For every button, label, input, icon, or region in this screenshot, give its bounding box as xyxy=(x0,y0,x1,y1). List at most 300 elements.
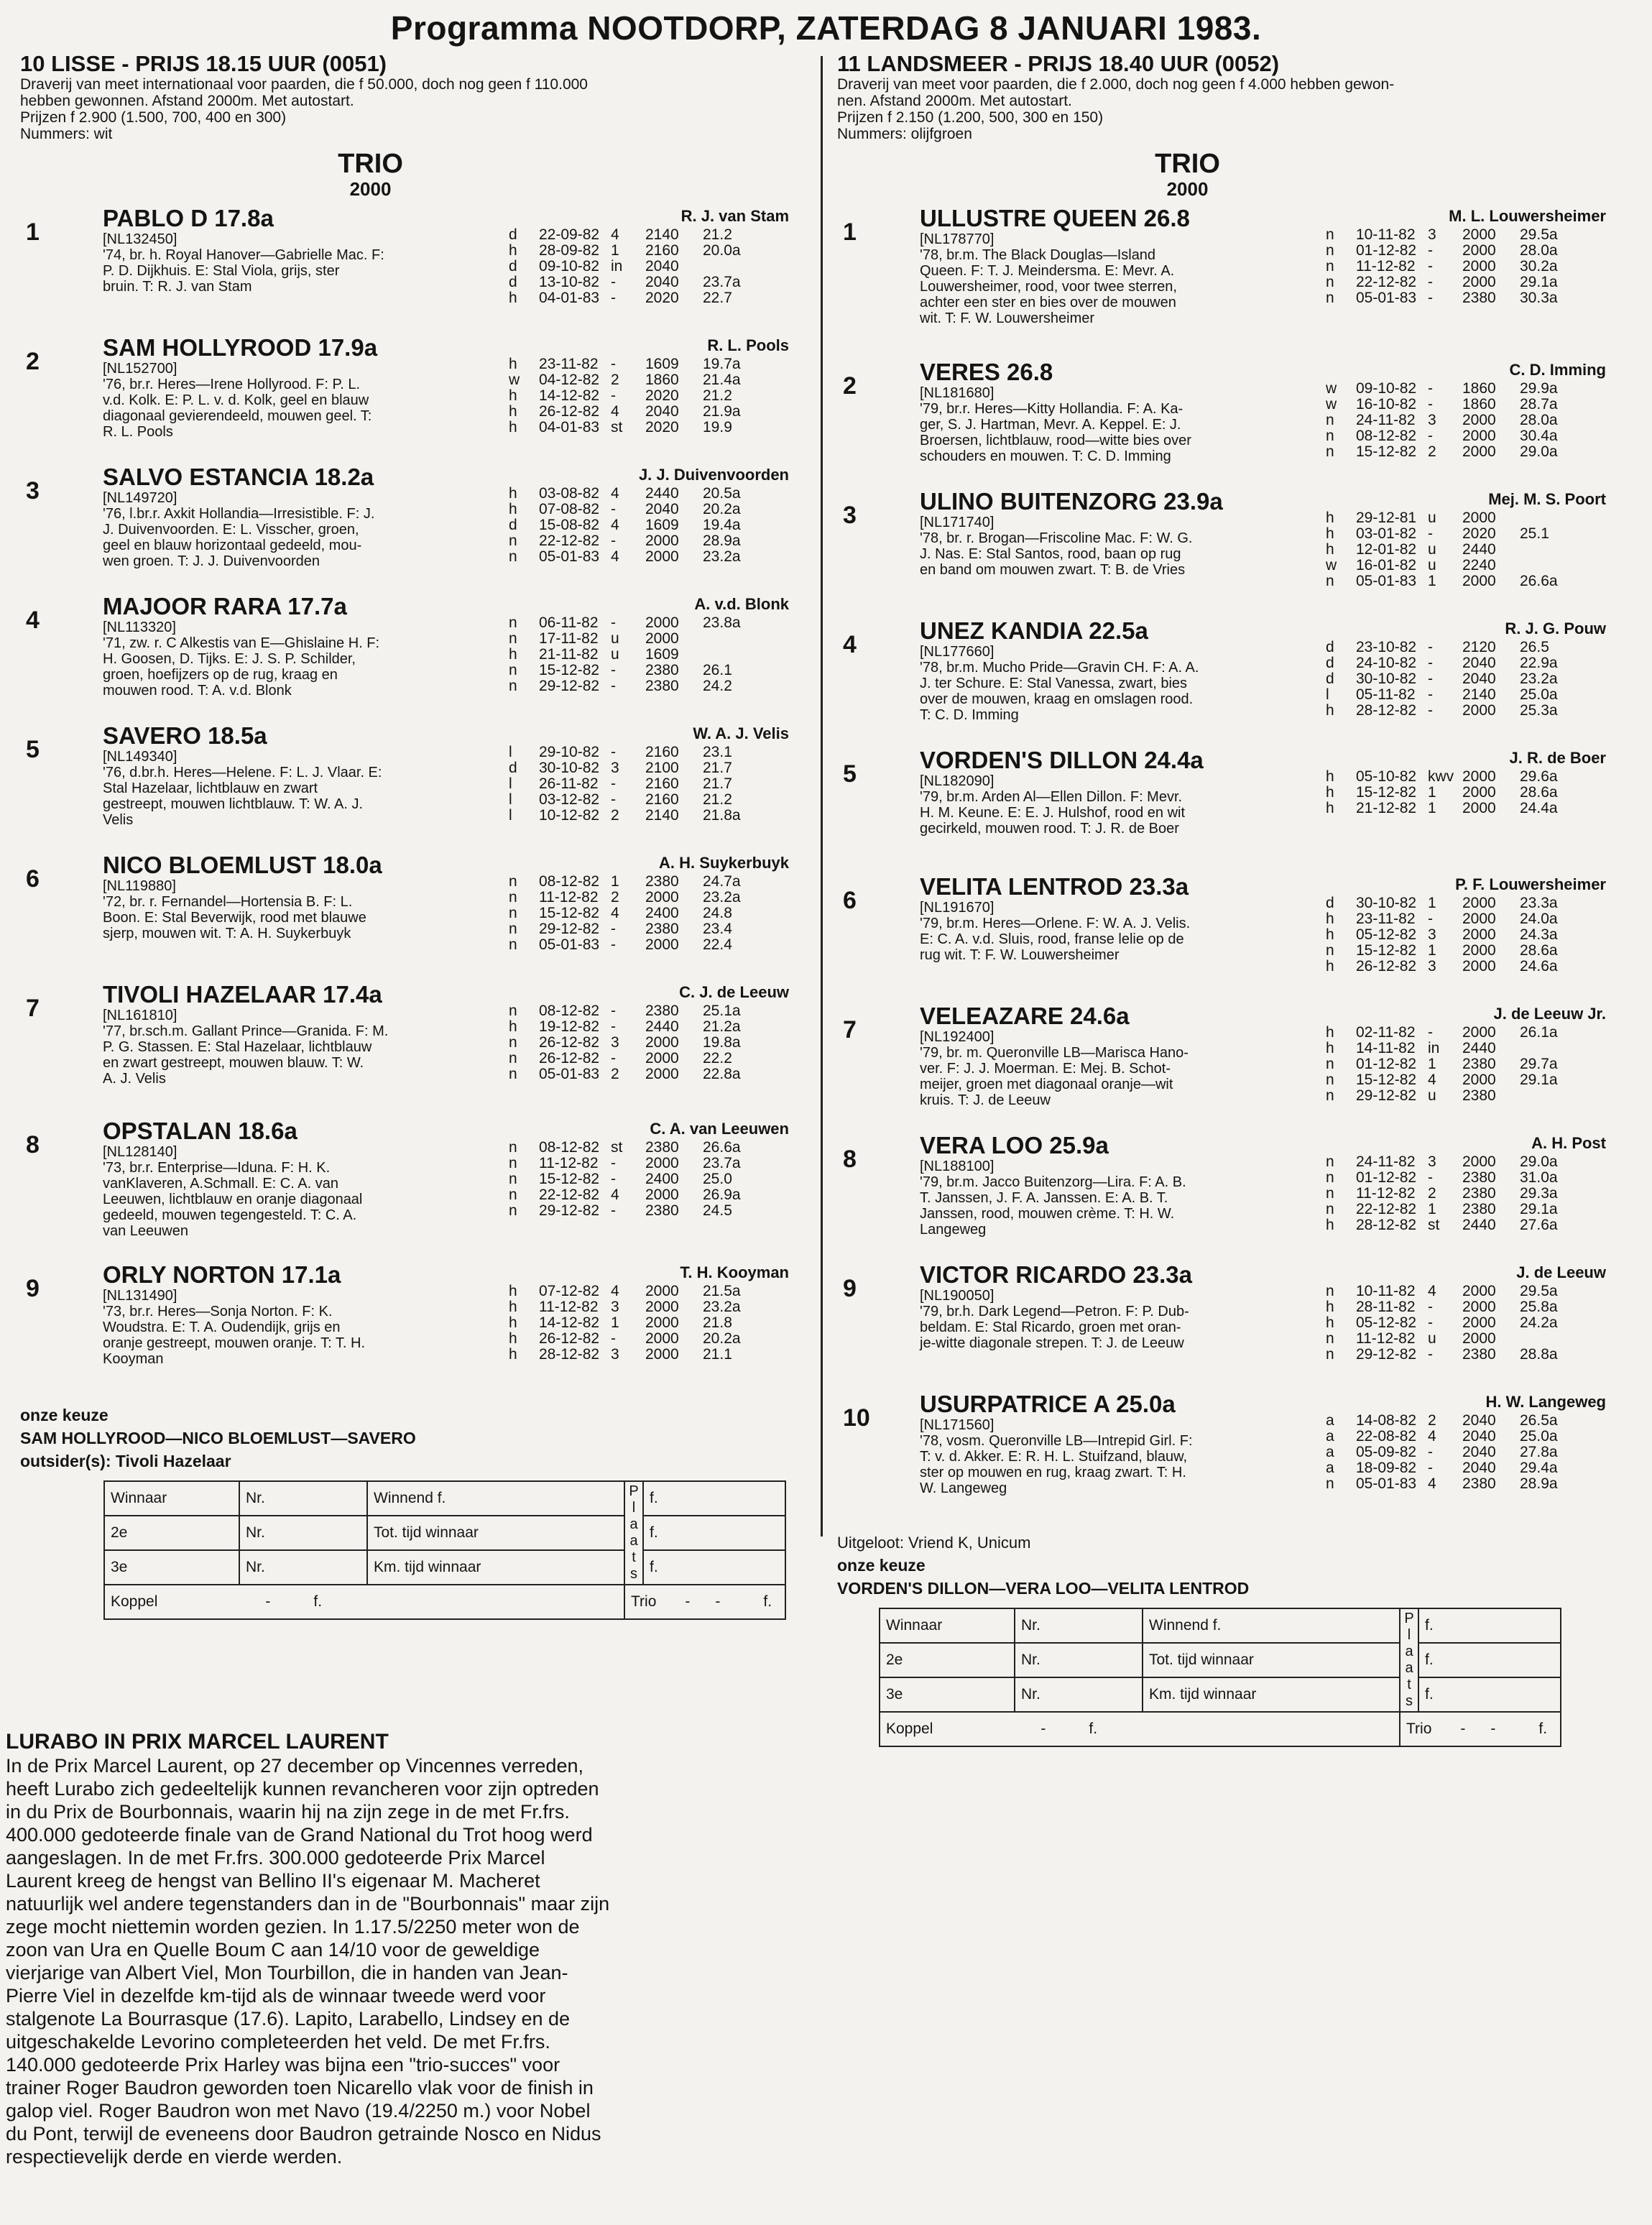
race-row xyxy=(509,1299,796,1315)
race-row xyxy=(1326,959,1613,975)
race-field: 04-01-83 xyxy=(539,290,600,306)
race-field: n xyxy=(509,1155,517,1171)
race-field: 24.7a xyxy=(703,873,741,890)
trio-label xyxy=(1400,1712,1561,1746)
race-field: h xyxy=(509,387,517,404)
race-row xyxy=(1326,1476,1613,1492)
race-field: 04-01-83 xyxy=(539,419,600,436)
horse-description-line: [NL182090] xyxy=(920,773,995,789)
race-field: n xyxy=(1326,226,1334,243)
race-field: 19-12-82 xyxy=(539,1018,600,1035)
race-field: 1 xyxy=(1428,573,1436,589)
race-info-line: nen. Afstand 2000m. Met autostart. xyxy=(837,93,1072,109)
horse-description-line: T: C. D. Imming xyxy=(920,707,1019,723)
race-field: 1 xyxy=(1428,784,1436,801)
race-field: n xyxy=(1326,1346,1334,1363)
race-field: 2000 xyxy=(1462,1024,1496,1041)
race-history xyxy=(1326,640,1613,719)
race-row xyxy=(509,921,796,937)
race-row xyxy=(1326,1056,1613,1072)
race-field: 1 xyxy=(1428,895,1436,911)
race-row xyxy=(509,663,796,678)
race-field: n xyxy=(509,936,517,953)
race-field: 1609 xyxy=(645,646,679,663)
race-field: n xyxy=(509,1066,517,1082)
horse-description-line: mouwen rood. T: A. v.d. Blonk xyxy=(103,683,292,699)
race-row xyxy=(1326,1299,1613,1315)
race-field: h xyxy=(1326,1217,1334,1233)
uitgeloot: Uitgeloot: Vriend K, Unicum xyxy=(837,1534,1031,1552)
horse-description-line: J. Nas. E: Stal Santos, rood, baan op rug xyxy=(920,546,1181,562)
horse-description xyxy=(103,1008,534,1087)
race-field: 19.8a xyxy=(703,1034,741,1051)
article-line: trainer Roger Baudron geworden toen Nicarello vlak voor de finish in xyxy=(6,2077,594,2099)
race-field: 26.5 xyxy=(1520,639,1549,655)
payout-cell: Nr. xyxy=(239,1516,367,1550)
koppel-text: Koppel xyxy=(111,1593,158,1610)
race-field: - xyxy=(611,1330,616,1347)
horse-description-line: [NL149340] xyxy=(103,749,177,765)
horse-number: 5 xyxy=(26,736,40,763)
keuze-label: onze keuze xyxy=(837,1556,926,1575)
race-field: d xyxy=(509,274,517,290)
trio-distance: 2000 xyxy=(349,178,392,200)
horse-description-line: wit. T: F. W. Louwersheimer xyxy=(920,310,1095,326)
race-field: l xyxy=(509,775,512,792)
race-field: - xyxy=(1428,380,1433,397)
race-field: n xyxy=(509,1139,517,1156)
plaats-letter: a xyxy=(629,1533,638,1549)
race-field: kwv xyxy=(1428,768,1454,785)
horse-description-line: Louwersheimer, rood, voor twee sterren, xyxy=(920,279,1177,295)
article-line: Laurent kreeg de hengst van Bellino II's eigenaar M. Macheret xyxy=(6,1870,540,1892)
race-field: 05-11-82 xyxy=(1356,686,1416,703)
race-field: 2 xyxy=(611,372,619,388)
trio-text: Trio xyxy=(631,1593,657,1610)
horse-name: UNEZ KANDIA 22.5a xyxy=(920,617,1148,644)
race-row xyxy=(509,1315,796,1331)
race-field: 05-10-82 xyxy=(1356,768,1417,785)
race-field: - xyxy=(1428,258,1433,275)
race-field: 26.6a xyxy=(703,1139,741,1156)
race-field: 2380 xyxy=(1462,1087,1496,1104)
race-field: 2000 xyxy=(645,1187,679,1203)
payout-cell: Km. tijd winnaar xyxy=(367,1550,624,1585)
horse-description xyxy=(920,385,1351,464)
plaats-letter: l xyxy=(1407,1627,1411,1643)
race-row xyxy=(509,486,796,502)
race-field: h xyxy=(1326,784,1334,801)
horse-description-line: Stal Hazelaar, lichtblauw en zwart xyxy=(103,780,318,796)
race-field: 22-12-82 xyxy=(539,1187,600,1203)
race-field: 2000 xyxy=(645,1299,679,1315)
horse-description-line: Kooyman xyxy=(103,1351,164,1367)
race-field: 03-12-82 xyxy=(539,791,600,808)
payout-cell: Tot. tijd winnaar xyxy=(1143,1643,1400,1677)
race-field: 2380 xyxy=(645,1202,679,1219)
race-field: 2000 xyxy=(1462,428,1496,444)
race-field: u xyxy=(1428,541,1436,558)
race-row xyxy=(509,937,796,953)
horse-description-line: ger, S. J. Hartman, Mevr. A. Keppel. E: J. xyxy=(920,417,1181,433)
horse-description-line: [NL132450] xyxy=(103,231,177,247)
race-field: 2380 xyxy=(1462,1346,1496,1363)
race-field: 1860 xyxy=(1462,396,1496,413)
race-field: - xyxy=(1428,290,1433,306)
horse-description xyxy=(103,361,534,440)
race-field: d xyxy=(1326,655,1334,671)
race-field: 2000 xyxy=(645,1050,679,1067)
race-info-line: Nummers: olijfgroen xyxy=(837,126,972,142)
payout-cell: Nr. xyxy=(1015,1677,1143,1712)
horse-description-line: '73, br.r. Enterprise—Iduna. F: H. K. xyxy=(103,1160,331,1176)
race-field: l xyxy=(1326,686,1329,703)
horse-entry xyxy=(837,1133,1624,1259)
article-line: In de Prix Marcel Laurent, op 27 december op Vincennes verreden, xyxy=(6,1755,583,1777)
race-field: n xyxy=(509,921,517,937)
race-field: - xyxy=(611,614,616,631)
race-field: 2040 xyxy=(645,258,679,275)
race-field: 2000 xyxy=(1462,800,1496,816)
payout-table xyxy=(103,1480,786,1620)
race-field: 2000 xyxy=(1462,895,1496,911)
race-field: 2160 xyxy=(645,744,679,760)
race-field: 2040 xyxy=(1462,1428,1496,1445)
race-field: 29.7a xyxy=(1520,1056,1558,1072)
race-row xyxy=(509,631,796,647)
plaats-letter: s xyxy=(1406,1693,1413,1709)
race-field: 19.9 xyxy=(703,419,732,436)
race-field: 28.9a xyxy=(703,533,741,549)
race-field: u xyxy=(611,646,619,663)
horse-entry xyxy=(20,852,807,979)
race-field: n xyxy=(1326,942,1334,959)
race-field: 11-12-82 xyxy=(539,1299,599,1315)
keuze-picks: VORDEN'S DILLON—VERA LOO—VELITA LENTROD xyxy=(837,1579,1250,1598)
race-field: 2040 xyxy=(1462,1460,1496,1476)
horse-description-line: '78, br.m. Mucho Pride—Gravin CH. F: A. A. xyxy=(920,660,1199,676)
koppel-label xyxy=(880,1712,1400,1746)
race-field: 08-12-82 xyxy=(539,1003,600,1019)
race-history xyxy=(509,1140,796,1219)
horse-description xyxy=(920,900,1351,963)
payout-row xyxy=(104,1516,785,1550)
race-history xyxy=(1326,895,1613,975)
horse-description-line: Boon. E: Stal Beverwijk, rood met blauwe xyxy=(103,910,366,926)
race-field: 25.1 xyxy=(1520,525,1549,542)
race-field: 19.4a xyxy=(703,517,741,533)
koppel-amount: f. xyxy=(313,1593,323,1610)
race-field: 28-12-82 xyxy=(539,1346,600,1363)
race-field: 29.1a xyxy=(1520,274,1558,290)
race-field: 28.6a xyxy=(1520,942,1558,959)
race-field: 2 xyxy=(1428,1185,1436,1202)
race-field: 26.5a xyxy=(1520,1412,1558,1429)
race-field: 29.4a xyxy=(1520,1460,1558,1476)
race-field: 2040 xyxy=(1462,1444,1496,1460)
horse-description-line: '79, br.r. Heres—Kitty Hollandia. F: A. Ka- xyxy=(920,401,1183,417)
race-field: n xyxy=(509,548,517,565)
plaats-letter: s xyxy=(630,1566,637,1582)
horse-description-line: '71, zw. r. C Alkestis van E—Ghislaine H. F: xyxy=(103,635,380,651)
plaats-letter: P xyxy=(1404,1611,1414,1626)
race-field: 2160 xyxy=(645,791,679,808)
race-field: 2020 xyxy=(645,387,679,404)
horse-description-line: gedeeld, mouwen tegengesteld. T: C. A. xyxy=(103,1207,357,1223)
race-field: n xyxy=(509,1034,517,1051)
koppel-label xyxy=(104,1585,624,1619)
race-field: 05-01-83 xyxy=(1356,1475,1417,1492)
race-row xyxy=(1326,655,1613,671)
race-field: 10-11-82 xyxy=(1356,1283,1416,1299)
horse-description-line: schouders en mouwen. T: C. D. Imming xyxy=(920,448,1171,464)
race-field: 29-12-82 xyxy=(1356,1087,1417,1104)
horse-description-line: J. Duivenvoorden. E: L. Visscher, groen, xyxy=(103,522,359,538)
horse-number: 9 xyxy=(26,1275,40,1302)
race-field: 2000 xyxy=(645,1314,679,1331)
race-field: 1 xyxy=(611,242,619,259)
article xyxy=(6,1730,795,2168)
race-field: 27.8a xyxy=(1520,1444,1558,1460)
horse-description-line: [NL177660] xyxy=(920,644,995,660)
race-field: 10-12-82 xyxy=(539,807,600,824)
race-field: d xyxy=(509,258,517,275)
race-field: 1 xyxy=(1428,1056,1436,1072)
race-field: 15-12-82 xyxy=(1356,784,1417,801)
race-field: 01-12-82 xyxy=(1356,1056,1417,1072)
race-field: u xyxy=(1428,1330,1436,1347)
race-field: 24-10-82 xyxy=(1356,655,1417,671)
race-field: d xyxy=(509,517,517,533)
race-field: 22.8a xyxy=(703,1066,741,1082)
article-line: heeft Lurabo zich gedeeltelijk kunnen revancheren voor zijn optreden xyxy=(6,1778,599,1800)
race-history xyxy=(509,745,796,824)
race-field: 2440 xyxy=(645,1018,679,1035)
race-field: 14-12-82 xyxy=(539,387,600,404)
race-row xyxy=(509,745,796,760)
horse-description-line: '76, l.br.r. Axkit Hollandia—Irresistible. F: J. xyxy=(103,506,375,522)
race-field: - xyxy=(611,791,616,808)
horse-description-line: [NL171560] xyxy=(920,1417,995,1433)
horse-description-line: [NL113320] xyxy=(103,619,176,635)
race-row xyxy=(509,647,796,663)
race-field: 29.3a xyxy=(1520,1185,1558,1202)
race-field: 29.1a xyxy=(1520,1201,1558,1217)
race-field: - xyxy=(611,274,616,290)
race-row xyxy=(509,776,796,792)
race-field: 2000 xyxy=(1462,226,1496,243)
race-field: 2000 xyxy=(645,1066,679,1082)
race-field: d xyxy=(1326,639,1334,655)
race-field: 26.6a xyxy=(1520,573,1558,589)
race-field: - xyxy=(1428,1460,1433,1476)
race-field: 29.0a xyxy=(1520,1153,1558,1170)
trio-heading: TRIO xyxy=(338,149,403,179)
horse-description-line: [NL171740] xyxy=(920,515,995,530)
race-field: 2 xyxy=(1428,443,1436,460)
horse-description-line: [NL191670] xyxy=(920,900,995,916)
race-field: 2000 xyxy=(645,889,679,906)
race-field: 26-12-82 xyxy=(539,1050,600,1067)
race-field: 08-12-82 xyxy=(1356,428,1417,444)
horse-description-line: en band om mouwen zwart. T: B. de Vries xyxy=(920,562,1186,578)
race-field: h xyxy=(1326,911,1334,927)
race-field: n xyxy=(509,873,517,890)
race-row xyxy=(1326,943,1613,959)
article-line: uitgeschakelde Levorino completeerden het veld. De met Fr.frs. xyxy=(6,2031,550,2053)
race-field: 23-11-82 xyxy=(539,356,599,372)
race-field: n xyxy=(1326,428,1334,444)
race-field: 2040 xyxy=(1462,671,1496,687)
race-field: 21.8a xyxy=(703,807,741,824)
race-field: 22-12-82 xyxy=(1356,1201,1417,1217)
race-field: st xyxy=(1428,1217,1440,1233)
race-field: h xyxy=(1326,525,1334,542)
horse-number: 7 xyxy=(26,995,40,1022)
article-body xyxy=(6,1754,795,2168)
article-line: 140.000 gedoteerde Prix Harley was bijna een "trio-succes" voor xyxy=(6,2054,560,2076)
horse-description-line: '79, br. m. Queronville LB—Marisca Hano- xyxy=(920,1045,1189,1061)
payout-cell: 3e xyxy=(880,1677,1015,1712)
horse-description-line: T: v. d. Akker. E: R. H. L. Stuifzand, blauw, xyxy=(920,1449,1188,1465)
horse-description-line: [NL131490] xyxy=(103,1288,177,1304)
horse-description-line: Queen. F: T. J. Meindersma. E: Mevr. A. xyxy=(920,263,1175,279)
race-field: 08-12-82 xyxy=(539,1139,600,1156)
trio-amount: f. xyxy=(763,1593,772,1610)
race-field: w xyxy=(1326,396,1337,413)
payout-cell: Winnend f. xyxy=(1143,1608,1400,1643)
race-field: 23.2a xyxy=(703,548,741,565)
race-row xyxy=(509,243,796,259)
horse-description-line: Langeweg xyxy=(920,1222,987,1238)
article-line: Pierre Viel in dezelfde km-tijd als de winnaar tweede werd voor xyxy=(6,1985,546,2007)
race-field: 21.1 xyxy=(703,1346,732,1363)
race-field: - xyxy=(1428,242,1433,259)
race-field: 24.3a xyxy=(1520,926,1558,943)
race-field: 21-11-82 xyxy=(539,646,599,663)
horse-description-line: W. Langeweg xyxy=(920,1480,1007,1496)
race-field: d xyxy=(509,760,517,776)
race-field: 20.2a xyxy=(703,501,741,517)
koppel-value: - xyxy=(1040,1720,1046,1737)
race-field: 2380 xyxy=(1462,1169,1496,1186)
race-field: 15-12-82 xyxy=(539,1171,600,1187)
race-field: in xyxy=(1428,1040,1440,1056)
race-field: 22-12-82 xyxy=(1356,274,1417,290)
horse-description-line: van Leeuwen xyxy=(103,1223,188,1239)
horse-description-line: oranje gestreept, mouwen oranje. T: T. H. xyxy=(103,1335,366,1351)
race-row xyxy=(509,372,796,388)
horse-number: 4 xyxy=(843,631,857,658)
race-field: h xyxy=(509,356,517,372)
plaats-letter: P xyxy=(629,1483,639,1499)
race-field: 2000 xyxy=(1462,1314,1496,1331)
race-row xyxy=(509,517,796,533)
race-field: 26-12-82 xyxy=(539,1034,600,1051)
horse-description xyxy=(103,231,534,295)
race-field: 20.2a xyxy=(703,1330,741,1347)
race-field: 04-12-82 xyxy=(539,372,600,388)
race-history xyxy=(1326,381,1613,460)
race-field: 24.2a xyxy=(1520,1314,1558,1331)
race-field: 2000 xyxy=(1462,1299,1496,1315)
horse-name: VELEAZARE 24.6a xyxy=(920,1003,1130,1029)
race-row xyxy=(1326,227,1613,243)
race-row xyxy=(1326,573,1613,589)
race-field: 24-11-82 xyxy=(1356,412,1416,428)
race-field: 30-10-82 xyxy=(539,760,600,776)
koppel-value: - xyxy=(265,1593,271,1610)
horse-description xyxy=(920,231,1351,326)
race-field: 28-12-82 xyxy=(1356,1217,1417,1233)
race-row xyxy=(509,420,796,436)
horse-name: ORLY NORTON 17.1a xyxy=(103,1261,341,1288)
horse-entry xyxy=(837,618,1624,745)
horse-description xyxy=(920,515,1351,578)
race-field: 2040 xyxy=(645,403,679,420)
race-field: 2440 xyxy=(645,485,679,502)
race-field: h xyxy=(509,1346,517,1363)
race-field: 2020 xyxy=(645,290,679,306)
payout-row xyxy=(104,1550,785,1585)
horse-description-line: '73, br.r. Heres—Sonja Norton. F: K. xyxy=(103,1304,333,1319)
race-field: 2380 xyxy=(645,873,679,890)
race-field: 4 xyxy=(1428,1283,1436,1299)
horse-description xyxy=(103,619,534,699)
horse-description-line: Leeuwen, lichtblauw en oranje diagonaal xyxy=(103,1192,363,1207)
race-row xyxy=(1326,687,1613,703)
horse-name: NICO BLOEMLUST 18.0a xyxy=(103,852,382,878)
race-field: 2 xyxy=(611,1066,619,1082)
payout-row xyxy=(880,1677,1561,1712)
horse-description-line: P. D. Dijkhuis. E: Stal Viola, grijs, ster xyxy=(103,263,340,279)
race-field: h xyxy=(509,1330,517,1347)
race-field: 01-12-82 xyxy=(1356,242,1417,259)
race-field: 06-11-82 xyxy=(539,614,599,631)
payout-amount: f. xyxy=(1418,1608,1561,1643)
race-field: a xyxy=(1326,1444,1334,1460)
race-field: 29-12-82 xyxy=(539,678,600,694)
horse-description-line: rug wit. T: F. W. Louwersheimer xyxy=(920,947,1120,963)
race-field: 28.0a xyxy=(1520,412,1558,428)
horse-description-line: geel en blauw horizontaal gedeeld, mou- xyxy=(103,538,362,553)
race-info-line: hebben gewonnen. Afstand 2000m. Met autostart. xyxy=(20,93,354,109)
race-field: 3 xyxy=(1428,926,1436,943)
horse-description-line: [NL161810] xyxy=(103,1008,177,1023)
race-row xyxy=(509,1067,796,1082)
race-field: - xyxy=(611,501,616,517)
race-row xyxy=(1326,785,1613,801)
race-field: - xyxy=(611,1050,616,1067)
race-field: 21.2 xyxy=(703,387,732,404)
race-field: 05-12-82 xyxy=(1356,1314,1417,1331)
race-field: 4 xyxy=(611,226,619,243)
race-row xyxy=(509,1035,796,1051)
race-field: 2000 xyxy=(1462,942,1496,959)
race-field: 2000 xyxy=(1462,1283,1496,1299)
horse-number: 8 xyxy=(26,1131,40,1158)
horse-description xyxy=(103,490,534,569)
race-field: 2000 xyxy=(1462,573,1496,589)
race-field: - xyxy=(611,1155,616,1171)
race-row xyxy=(1326,290,1613,306)
race-field: 2000 xyxy=(1462,1153,1496,1170)
horse-description xyxy=(920,773,1351,837)
horse-number: 3 xyxy=(26,477,40,505)
race-field: 2000 xyxy=(645,936,679,953)
race-info-line: Draverij van meet voor paarden, die f 2.000, doch nog geen f 4.000 hebben gewon- xyxy=(837,76,1395,93)
race-field: 08-12-82 xyxy=(539,873,600,890)
